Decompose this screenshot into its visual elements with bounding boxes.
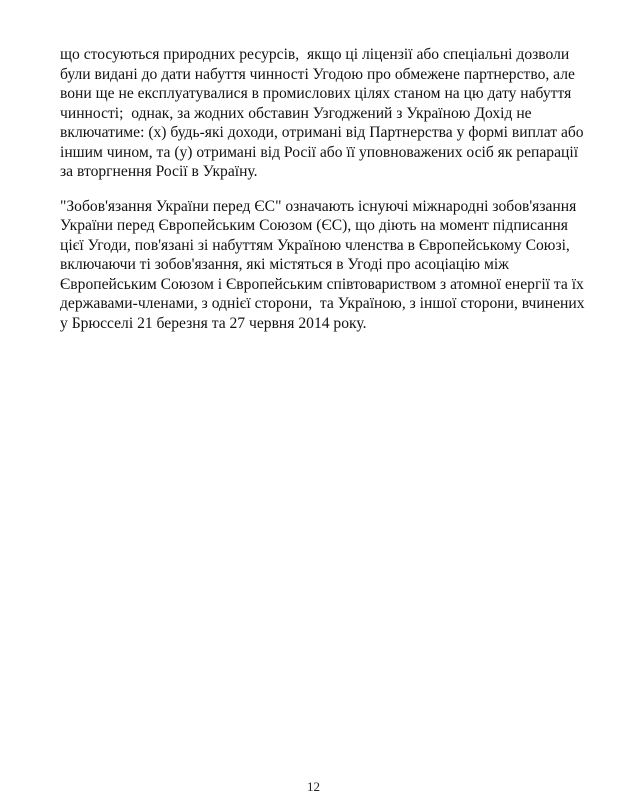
text-line: державами-членами, з однієї сторони, та Україною, з іншої сторони, вчинених <box>60 295 585 312</box>
paragraph-income-definition <box>60 45 600 182</box>
text-line: цієї Угоди, пов'язані зі набуттям Україною членства в Європейському Союзі, <box>60 236 570 254</box>
text-line: чинності; однак, за жодних обставин Узгоджений з Україною Дохід не <box>60 104 532 122</box>
page-number: 12 <box>307 779 320 794</box>
paragraph-eu-obligations-definition <box>60 197 600 334</box>
document-body <box>60 45 600 348</box>
text-line: були видані до дати набуття чинності Угодою про обмежене партнерство, але <box>60 65 575 83</box>
text-line: іншим чином, та (у) отримані від Росії або її уповноважених осіб як репарації <box>60 143 579 161</box>
text-line: "Зобов'язання України перед ЄС" означають існуючі міжнародні зобов'язання <box>60 197 577 215</box>
text-line: що стосуються природних ресурсів, якщо ці ліцензії або спеціальні дозволи <box>60 46 570 63</box>
text-line: у Брюсселі 21 березня та 27 червня 2014 року. <box>60 314 367 332</box>
text-line: включаючи ті зобов'язання, які містяться в Угоді про асоціацію між <box>60 256 509 273</box>
text-line: вони ще не експлуатувалися в промислових цілях станом на цю дату набуття <box>60 85 572 102</box>
text-line: Європейським Союзом і Європейським співтовариством з атомної енергії та їх <box>60 275 584 293</box>
text-line: за вторгнення Росії в Україну. <box>60 163 258 180</box>
text-line: включатиме: (х) будь-які доходи, отримані від Партнерства у формі виплат або <box>60 124 584 141</box>
text-line: України перед Європейським Союзом (ЄС), що діють на момент підписання <box>60 217 568 234</box>
